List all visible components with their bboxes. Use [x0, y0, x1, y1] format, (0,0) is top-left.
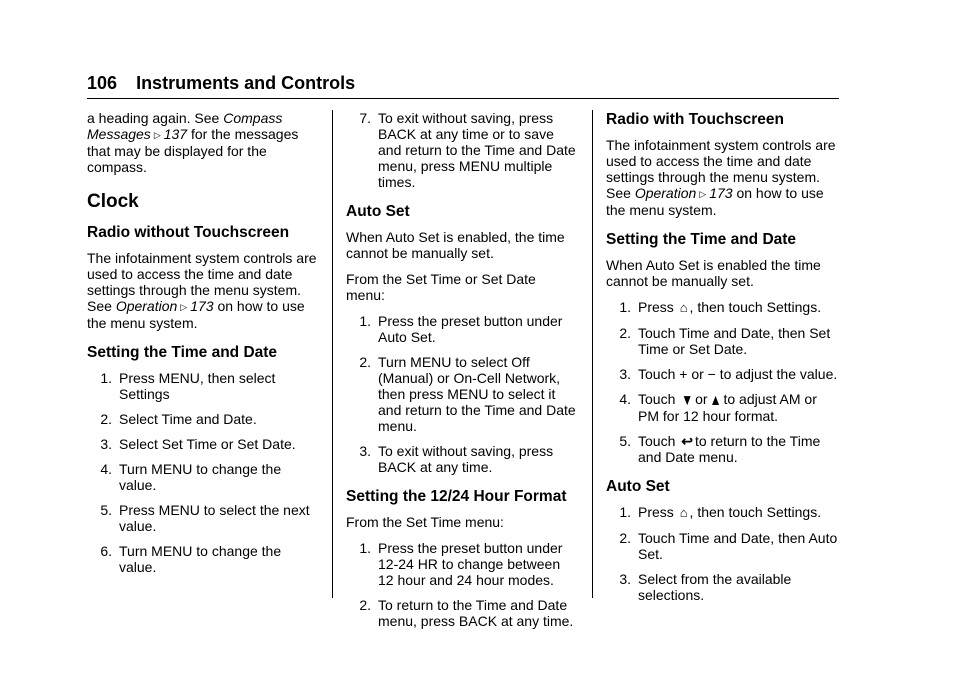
radio-with-touchscreen-heading: Radio with Touchscreen	[606, 111, 784, 128]
column-1	[87, 110, 319, 584]
auto-set-heading: Auto Set	[606, 478, 670, 495]
hour-format-paragraph: From the Set Time menu:	[346, 514, 504, 530]
triangle-right-icon: ▷	[180, 302, 188, 312]
triangle-right-icon: ▷	[699, 189, 707, 199]
auto-set-paragraph: When Auto Set is enabled, the time cannot be manually set.	[346, 229, 565, 261]
back-icon: ↩	[681, 433, 693, 449]
column-divider-1	[332, 110, 333, 598]
radio-without-paragraph: The infotainment system controls are used to access the time and date settings through the menu system. See Operation ▷ 173 on how to use the menu system.	[87, 250, 317, 331]
triangle-right-icon: ▷	[153, 130, 161, 140]
home-icon: ⌂	[679, 505, 688, 520]
intro-paragraph: a heading again. See Compass Messages ▷ 137 for the messages that may be displayed for the compass.	[87, 110, 299, 175]
page-number: 106	[87, 73, 118, 93]
page-ref[interactable]: 173	[190, 298, 214, 314]
setting-paragraph: When Auto Set is enabled the time cannot be manually set.	[606, 257, 821, 289]
list-item: 4. Touch ▼ or ▲ to adjust AM or PM for 12 hour format.	[619, 390, 817, 424]
list-item: 2. Touch Time and Date, then Auto Set.	[619, 530, 838, 562]
list-item: 4. Turn MENU to change the value.	[100, 461, 282, 493]
radio-without-touchscreen-heading: Radio without Touchscreen	[87, 224, 290, 241]
list-item: 7. To exit without saving, press BACK at any time or to save and return to the Time and Date menu, press MENU multiple times.	[359, 110, 576, 190]
column-divider-2	[592, 110, 593, 598]
down-arrow-icon: ▼	[681, 390, 694, 410]
page-header	[87, 72, 839, 94]
operation-link[interactable]: Operation	[634, 185, 697, 201]
home-icon: ⌂	[679, 300, 688, 315]
list-item: 2. Touch Time and Date, then Set Time or Set Date.	[619, 325, 831, 357]
up-arrow-icon: ▲	[709, 390, 722, 410]
list-item: 6. Turn MENU to change the value.	[100, 543, 282, 575]
operation-link[interactable]: Operation	[115, 298, 178, 314]
page-title: Instruments and Controls	[136, 73, 356, 93]
list-item: 2. To return to the Time and Date menu, press BACK at any time.	[359, 597, 574, 629]
compass-messages-link[interactable]: Compass Messages	[87, 110, 283, 142]
setting-time-date-heading: Setting the Time and Date	[87, 344, 278, 361]
auto-set-touch-steps-list	[606, 504, 838, 603]
list-item: 1. Press the preset button under Auto Set.	[359, 313, 563, 345]
list-item: 5. Touch ↩ to return to the Time and Date menu.	[619, 433, 821, 465]
touch-steps-list	[606, 299, 838, 465]
list-item: 5. Press MENU to select the next value.	[100, 502, 310, 534]
list-item: 2. Select Time and Date.	[100, 411, 257, 427]
list-item: 1. Press ⌂ , then touch Settings.	[619, 299, 822, 315]
column-3	[606, 110, 838, 612]
setting-steps-list	[87, 370, 319, 575]
list-item: 2. Turn MENU to select Off (Manual) or On-Cell Network, then press MENU to select it and return to the Time and Date menu.	[359, 354, 576, 434]
auto-set-menu-paragraph: From the Set Time or Set Date menu:	[346, 271, 536, 303]
setting-time-date-heading: Setting the Time and Date	[606, 231, 797, 248]
hour-format-steps-list	[346, 540, 578, 629]
list-item: 3. Touch + or − to adjust the value.	[619, 366, 838, 382]
page-ref[interactable]: 137	[163, 126, 188, 142]
column-2	[346, 110, 578, 638]
list-item: 3. Select Set Time or Set Date.	[100, 436, 296, 452]
hour-format-heading: Setting the 12/24 Hour Format	[346, 488, 567, 505]
list-item: 1. Press ⌂ , then touch Settings.	[619, 504, 822, 520]
header-rule	[87, 98, 839, 99]
radio-with-paragraph: The infotainment system controls are used to access the time and date settings through the menu system. See Operation ▷ 173 on how to use the menu system.	[606, 137, 836, 218]
auto-set-steps-list	[346, 313, 578, 475]
list-item: 3. To exit without saving, press BACK at any time.	[359, 443, 554, 475]
list-item: 1. Press MENU, then select Settings	[100, 370, 276, 402]
clock-heading: Clock	[87, 191, 139, 212]
list-item: 3. Select from the available selections.	[619, 571, 792, 603]
page-ref[interactable]: 173	[709, 185, 733, 201]
auto-set-heading: Auto Set	[346, 203, 410, 220]
list-item: 1. Press the preset button under 12-24 HR to change between 12 hour and 24 hour modes.	[359, 540, 563, 588]
